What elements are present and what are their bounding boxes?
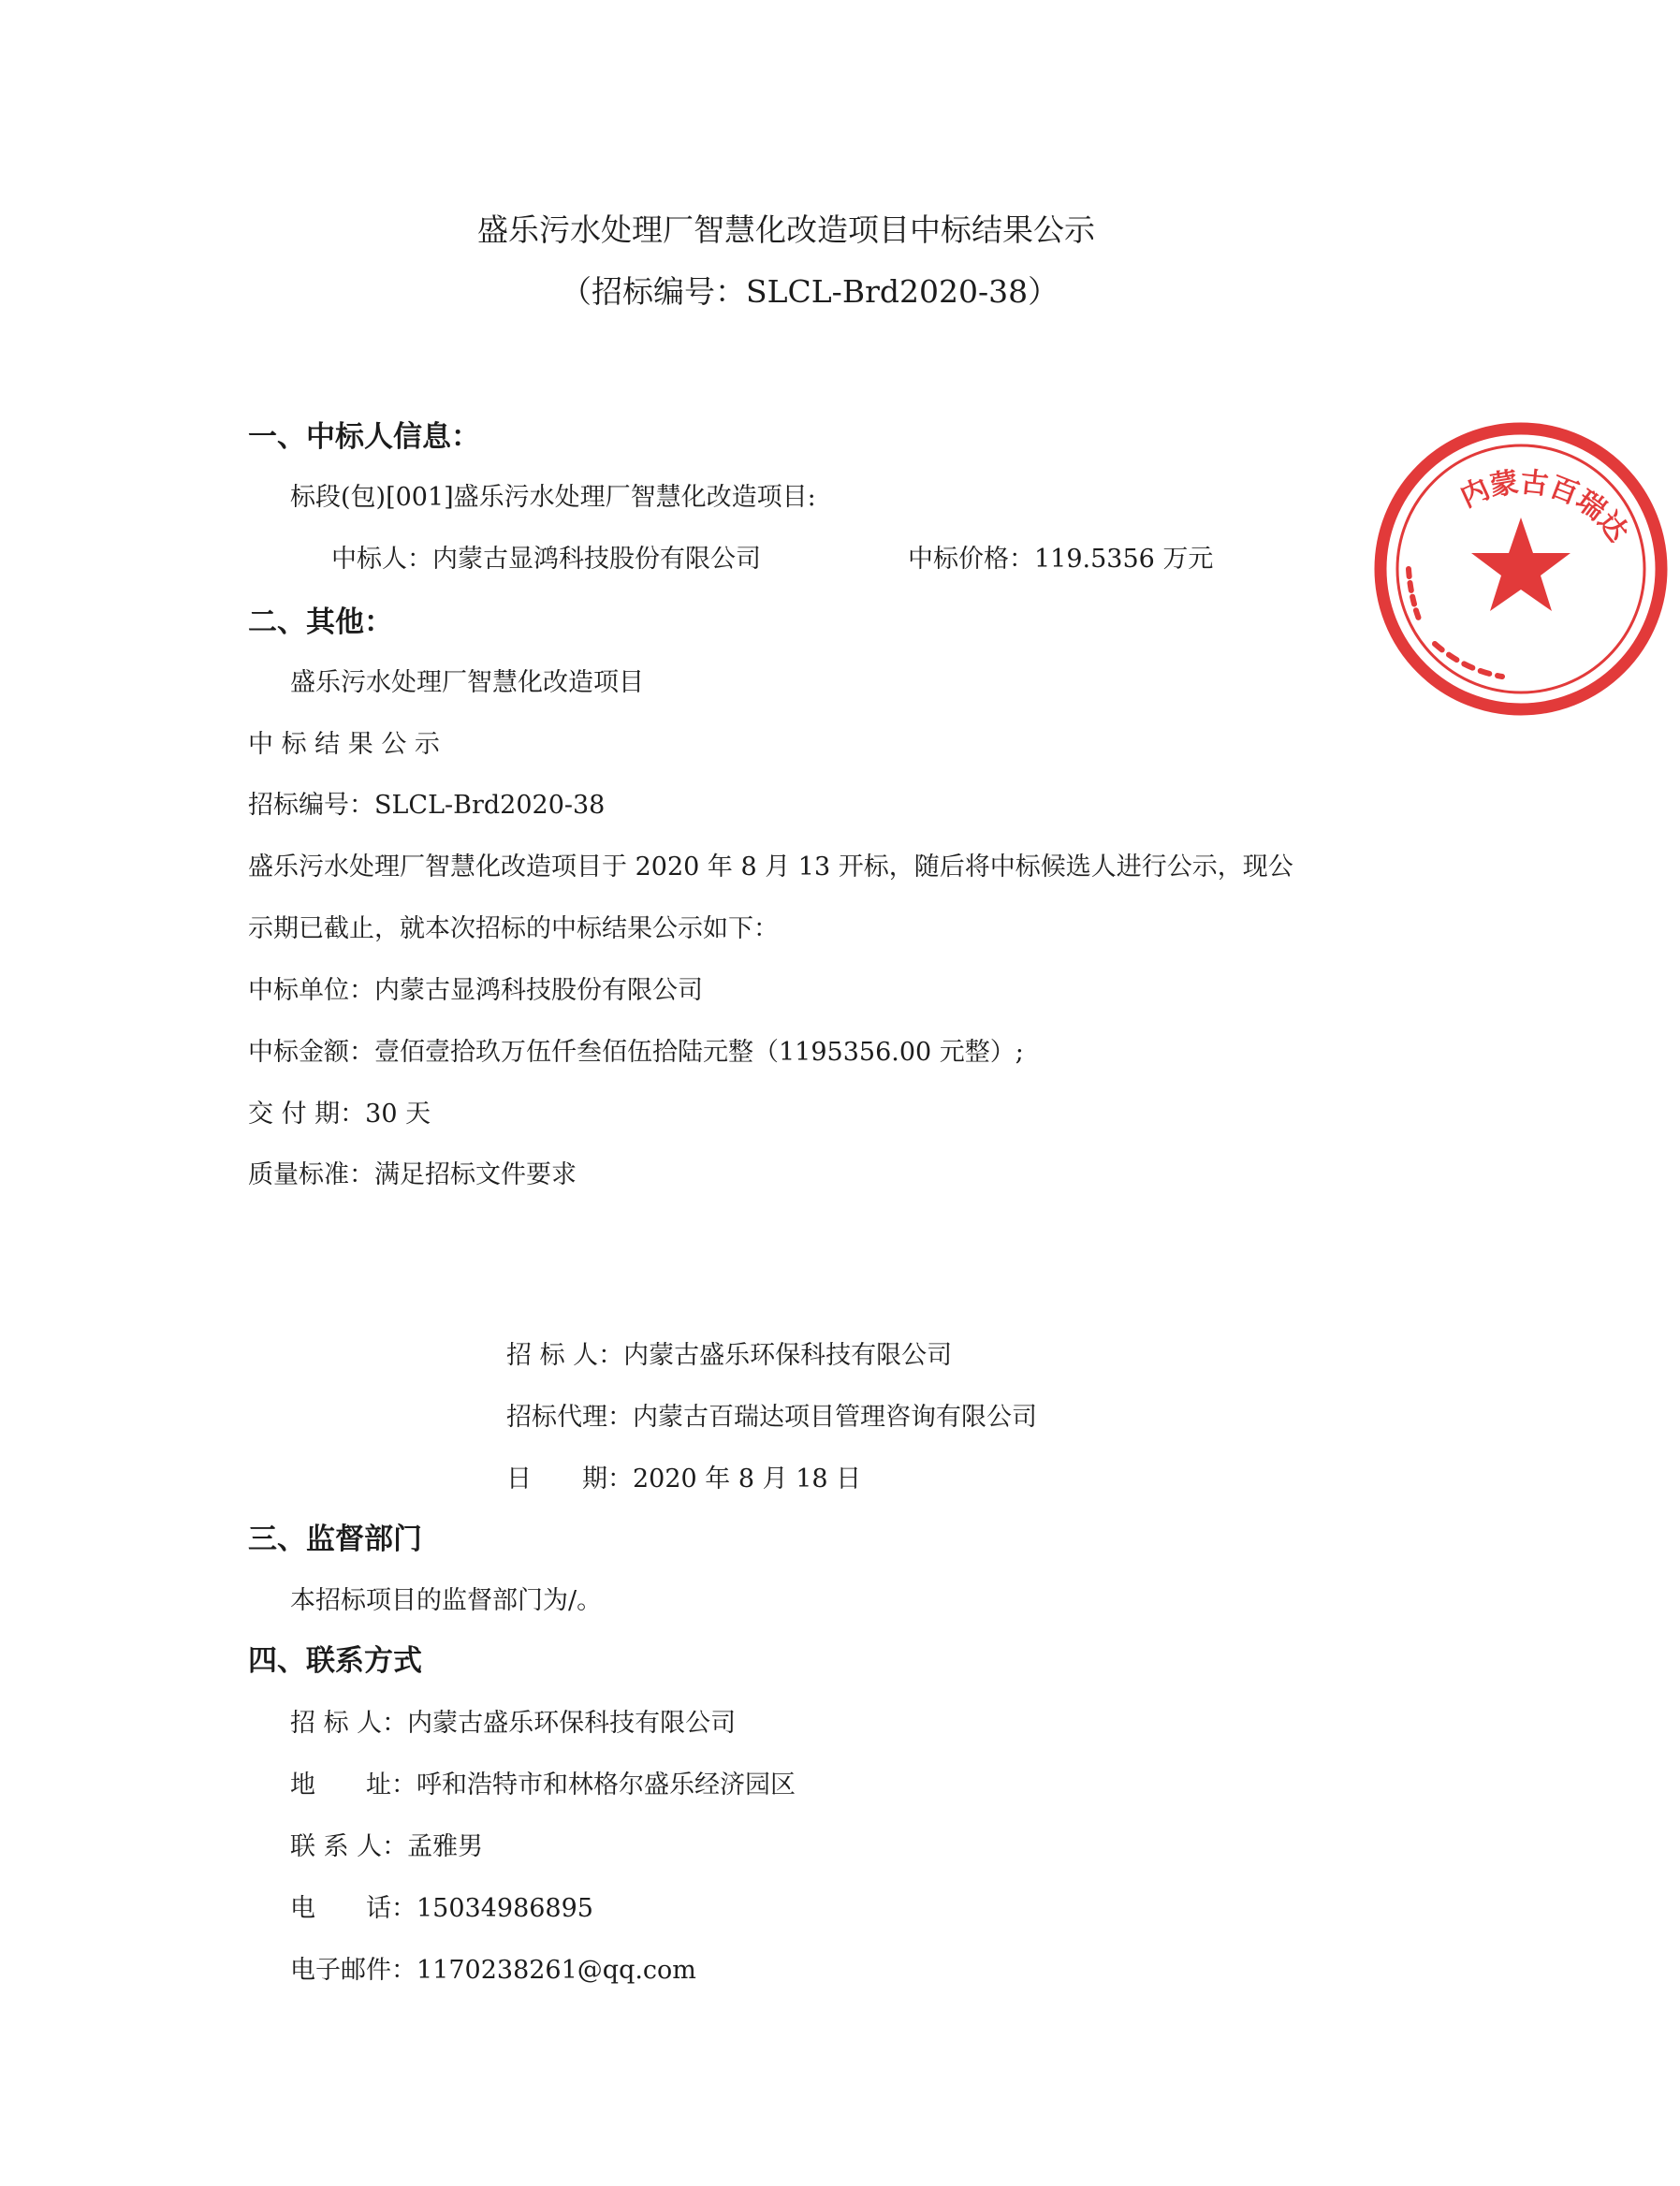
phone-label: 电 <box>290 1894 315 1923</box>
section-1-heading: 一、中标人信息： <box>248 420 480 454</box>
paragraph-line-2: 示期已截止，就本次招标的中标结果公示如下： <box>248 914 779 943</box>
notice-title: 中 标 结 果 公 示 <box>248 730 440 759</box>
email-line: 电子邮件：1170238261@qq.com <box>290 1956 696 1985</box>
address-label: 地 <box>290 1771 315 1800</box>
paragraph-line-1: 盛乐污水处理厂智慧化改造项目于 2020 年 8 月 13 开标，随后将中标候选人进行公示，现公 <box>248 853 1293 882</box>
company-seal <box>1362 410 1680 728</box>
winning-amount: 中标金额：壹佰壹拾玖万伍仟叁佰伍拾陆元整（1195356.00 元整）; <box>248 1038 1024 1067</box>
bid-number-subtitle: （招标编号：SLCL-Brd2020-38） <box>561 273 1059 310</box>
section-3-heading: 三、监督部门 <box>248 1523 422 1556</box>
seal-text: 内蒙古百瑞达 <box>1455 465 1634 548</box>
delivery-period: 交 付 期：30 天 <box>248 1100 431 1129</box>
winning-unit: 中标单位：内蒙古显鸿科技股份有限公司 <box>248 976 703 1005</box>
contact-person: 联 系 人：孟雅男 <box>290 1832 484 1861</box>
price-line: 中标价格：119.5356 万元 <box>908 545 1214 574</box>
sign-date-value: 期：2020 年 8 月 18 日 <box>582 1465 862 1494</box>
supervision-text: 本招标项目的监督部门为/。 <box>290 1586 603 1615</box>
svg-text:内蒙古百瑞达 <box>1455 466 1634 548</box>
phone-value: 话：15034986895 <box>366 1894 593 1923</box>
page-title: 盛乐污水处理厂智慧化改造项目中标结果公示 <box>477 211 1095 248</box>
quality-standard: 质量标准：满足招标文件要求 <box>248 1160 577 1189</box>
project-name: 盛乐污水处理厂智慧化改造项目 <box>290 668 644 697</box>
section-2-heading: 二、其他： <box>248 605 393 639</box>
sign-date-label: 日 <box>506 1465 532 1494</box>
seal-star-icon <box>1471 517 1570 611</box>
section-4-heading: 四、联系方式 <box>248 1644 422 1678</box>
winner-line: 中标人：内蒙古显鸿科技股份有限公司 <box>331 545 761 574</box>
bid-number-line: 招标编号：SLCL-Brd2020-38 <box>248 791 606 820</box>
contact-tenderer: 招 标 人：内蒙古盛乐环保科技有限公司 <box>290 1709 737 1738</box>
sign-agent: 招标代理：内蒙古百瑞达项目管理咨询有限公司 <box>506 1403 1037 1432</box>
sign-tenderer: 招 标 人：内蒙古盛乐环保科技有限公司 <box>506 1341 953 1370</box>
package-line: 标段(包)[001]盛乐污水处理厂智慧化改造项目: <box>290 483 816 512</box>
address-value: 址：呼和浩特市和林格尔盛乐经济园区 <box>366 1771 796 1800</box>
